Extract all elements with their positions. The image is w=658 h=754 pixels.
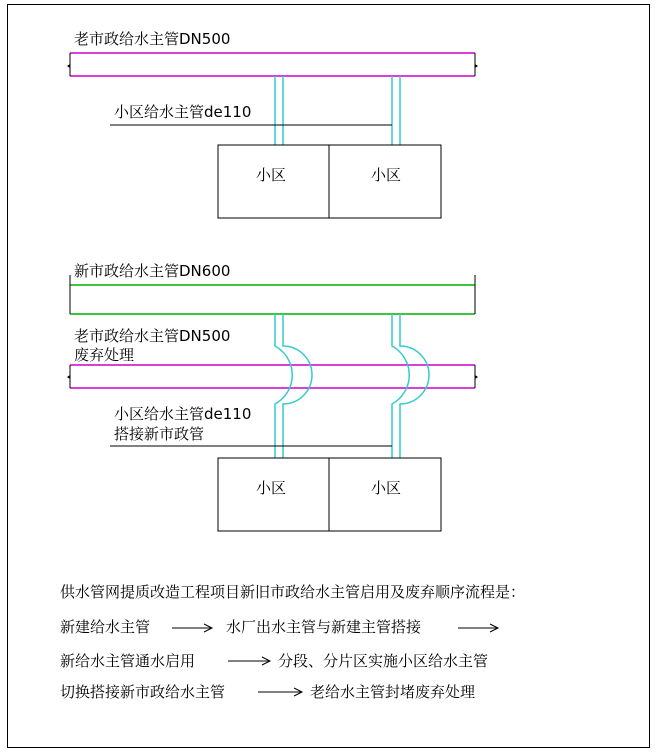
flow-arrow-2 (228, 657, 270, 665)
community-boxes-bottom (218, 458, 441, 531)
branch-label-bottom: 小区给水主管de110 (114, 405, 252, 423)
new-main-label: 新市政给水主管DN600 (74, 262, 231, 280)
flow-arrow-1b (458, 624, 498, 632)
flow-intro: 供水管网提质改造工程项目新旧市政给水主管启用及废弃顺序流程是： (60, 583, 526, 601)
branch-pipes-top (275, 76, 400, 145)
community-box-label-left-top: 小区 (256, 166, 287, 184)
branch-pipes-bottom (275, 314, 429, 458)
flow-arrow-3 (258, 688, 302, 696)
flow-step-3a: 切换搭接新市政给水主管 (60, 683, 226, 701)
flow-step-2a: 新给水主管通水启用 (60, 652, 196, 670)
branch-label-top: 小区给水主管de110 (114, 103, 252, 121)
flow-step-1a: 新建给水主管 (60, 618, 151, 636)
flow-arrow-1a (172, 624, 212, 632)
flow-step-1b: 水厂出水主管与新建主管搭接 (226, 618, 422, 636)
community-box-label-left-bottom: 小区 (256, 479, 287, 497)
new-main-pipe (70, 275, 475, 314)
flow-step-2b: 分段、分片区实施小区给水主管 (278, 652, 489, 670)
community-boxes-top (218, 145, 441, 218)
old-main-label-bottom: 老市政给水主管DN500 (74, 327, 231, 345)
old-main-label-top: 老市政给水主管DN500 (74, 30, 231, 48)
connect-new-main-label: 搭接新市政管 (114, 425, 205, 443)
old-main-pipe-top (67, 53, 478, 76)
community-box-label-right-top: 小区 (371, 166, 402, 184)
abandon-label: 废弃处理 (74, 346, 135, 364)
flow-step-3b: 老给水主管封堵废弃处理 (310, 683, 476, 701)
old-main-pipe-bottom (67, 365, 478, 388)
community-box-label-right-bottom: 小区 (371, 479, 402, 497)
